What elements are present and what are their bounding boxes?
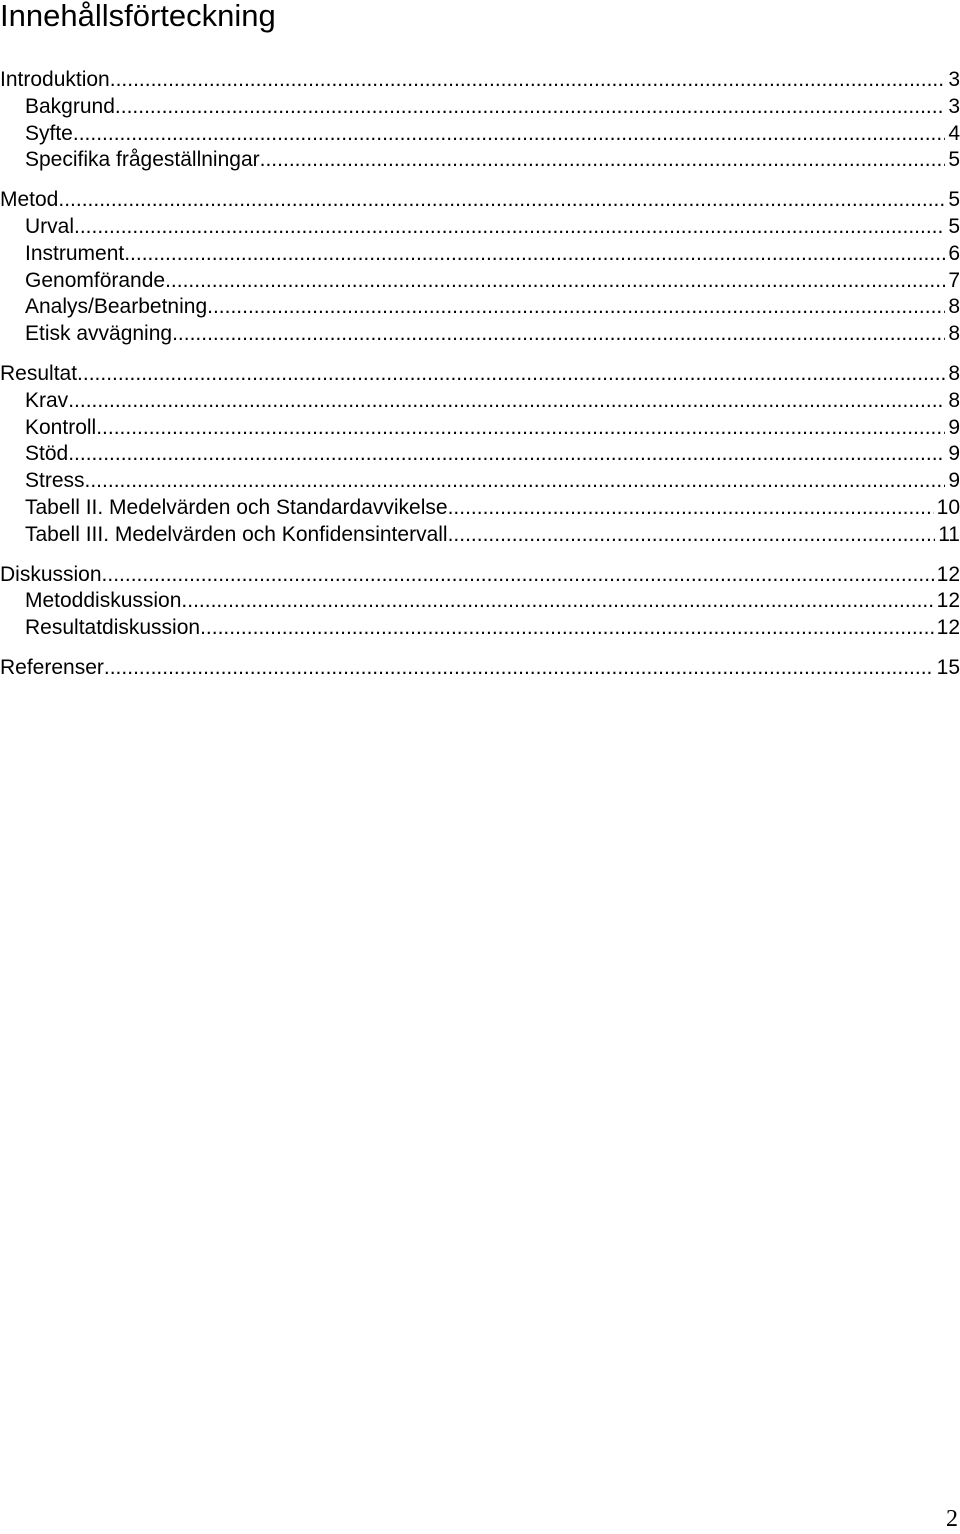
toc-section (0, 562, 960, 642)
toc-dot-leader (115, 94, 945, 121)
toc-entry-chapter[interactable] (0, 67, 960, 94)
toc-entry-label: Krav (25, 388, 69, 412)
toc-entry-page: 8 (948, 322, 960, 346)
toc-dot-leader (200, 615, 934, 642)
toc-dot-leader (124, 241, 945, 268)
toc-dot-leader (68, 388, 945, 415)
toc-entry-subsection[interactable] (0, 388, 960, 415)
toc-section (0, 655, 960, 682)
toc-entry-label: Metoddiskussion (25, 589, 182, 613)
toc-section (0, 361, 960, 549)
toc-dot-leader (448, 522, 936, 549)
toc-entry-page: 10 (936, 495, 960, 519)
toc-dot-leader (448, 495, 934, 522)
toc-dot-leader (172, 321, 945, 348)
toc-entry-label: Analys/Bearbetning (25, 295, 208, 319)
toc-entry-page: 9 (948, 469, 960, 493)
toc-entry-subsection[interactable] (0, 321, 960, 348)
toc-entry-label: Genomförande (25, 268, 166, 292)
toc-entry-subsection[interactable] (0, 522, 960, 549)
toc-entry-subsection[interactable] (0, 94, 960, 121)
toc-entry-label: Specifika frågeställningar (25, 148, 260, 172)
toc-entry-label: Kontroll (25, 415, 97, 439)
toc-dot-leader (165, 268, 945, 295)
toc-dot-leader (96, 415, 945, 442)
toc-entry-page: 3 (948, 68, 960, 91)
toc-entry-label: Urval (25, 214, 75, 238)
toc-dot-leader (58, 187, 945, 214)
toc-dot-leader (85, 468, 946, 495)
toc-dot-leader (73, 121, 945, 148)
toc-entry-subsection[interactable] (0, 588, 960, 615)
toc-entry-label: Stöd (25, 442, 69, 466)
toc-entry-label: Stress (25, 469, 85, 493)
toc-entry-label: Resultat (0, 361, 78, 385)
toc-entry-subsection[interactable] (0, 214, 960, 241)
toc-entry-page: 8 (948, 388, 960, 412)
toc-entry-page: 5 (948, 214, 960, 238)
toc-entry-label: Instrument (25, 241, 125, 265)
toc-entry-page: 11 (938, 522, 960, 546)
toc-dot-leader (110, 67, 946, 94)
table-of-contents (0, 67, 960, 695)
toc-entry-page: 12 (936, 616, 960, 640)
toc-entry-label: Metod (0, 188, 59, 212)
toc-entry-subsection[interactable] (0, 121, 960, 148)
toc-entry-label: Etisk avvägning (25, 322, 173, 346)
toc-dot-leader (77, 361, 945, 388)
toc-entry-page: 12 (936, 589, 960, 613)
toc-entry-chapter[interactable] (0, 361, 960, 388)
toc-entry-label: Introduktion (0, 68, 110, 91)
toc-entry-subsection[interactable] (0, 415, 960, 442)
toc-entry-label: Tabell III. Medelvärden och Konfidensintervall (25, 522, 448, 546)
toc-entry-page: 3 (948, 94, 960, 118)
toc-entry-label: Resultatdiskussion (25, 616, 201, 640)
toc-entry-chapter[interactable] (0, 187, 960, 214)
toc-entry-label: Syfte (25, 121, 73, 145)
toc-entry-page: 4 (948, 121, 960, 145)
toc-entry-page: 7 (948, 268, 960, 292)
toc-entry-subsection[interactable] (0, 441, 960, 468)
toc-entry-chapter[interactable] (0, 562, 960, 589)
toc-section (0, 67, 960, 174)
toc-entry-page: 15 (936, 655, 960, 679)
toc-dot-leader (181, 588, 933, 615)
toc-dot-leader (207, 294, 945, 321)
toc-entry-chapter[interactable] (0, 655, 960, 682)
toc-entry-page: 5 (948, 148, 960, 172)
toc-dot-leader (260, 147, 946, 174)
page-title: Innehållsförteckning (0, 0, 276, 33)
toc-entry-label: Diskussion (0, 562, 102, 586)
toc-entry-subsection[interactable] (0, 268, 960, 295)
toc-entry-subsection[interactable] (0, 294, 960, 321)
toc-entry-subsection[interactable] (0, 495, 960, 522)
toc-entry-label: Tabell II. Medelvärden och Standardavvikelse (25, 495, 448, 519)
toc-entry-page: 8 (948, 361, 960, 385)
page-number: 2 (946, 1506, 958, 1532)
toc-entry-subsection[interactable] (0, 468, 960, 495)
toc-dot-leader (102, 562, 934, 589)
toc-section (0, 187, 960, 348)
toc-dot-leader (104, 655, 934, 682)
toc-entry-subsection[interactable] (0, 615, 960, 642)
toc-entry-page: 8 (948, 295, 960, 319)
toc-entry-subsection[interactable] (0, 241, 960, 268)
toc-entry-subsection[interactable] (0, 147, 960, 174)
toc-entry-page: 6 (948, 241, 960, 265)
toc-entry-page: 5 (948, 188, 960, 212)
toc-dot-leader (74, 214, 945, 241)
toc-entry-label: Bakgrund (25, 94, 115, 118)
toc-entry-page: 9 (948, 415, 960, 439)
toc-entry-page: 12 (936, 562, 960, 586)
toc-entry-page: 9 (948, 442, 960, 466)
toc-entry-label: Referenser (0, 655, 104, 679)
toc-dot-leader (68, 441, 945, 468)
